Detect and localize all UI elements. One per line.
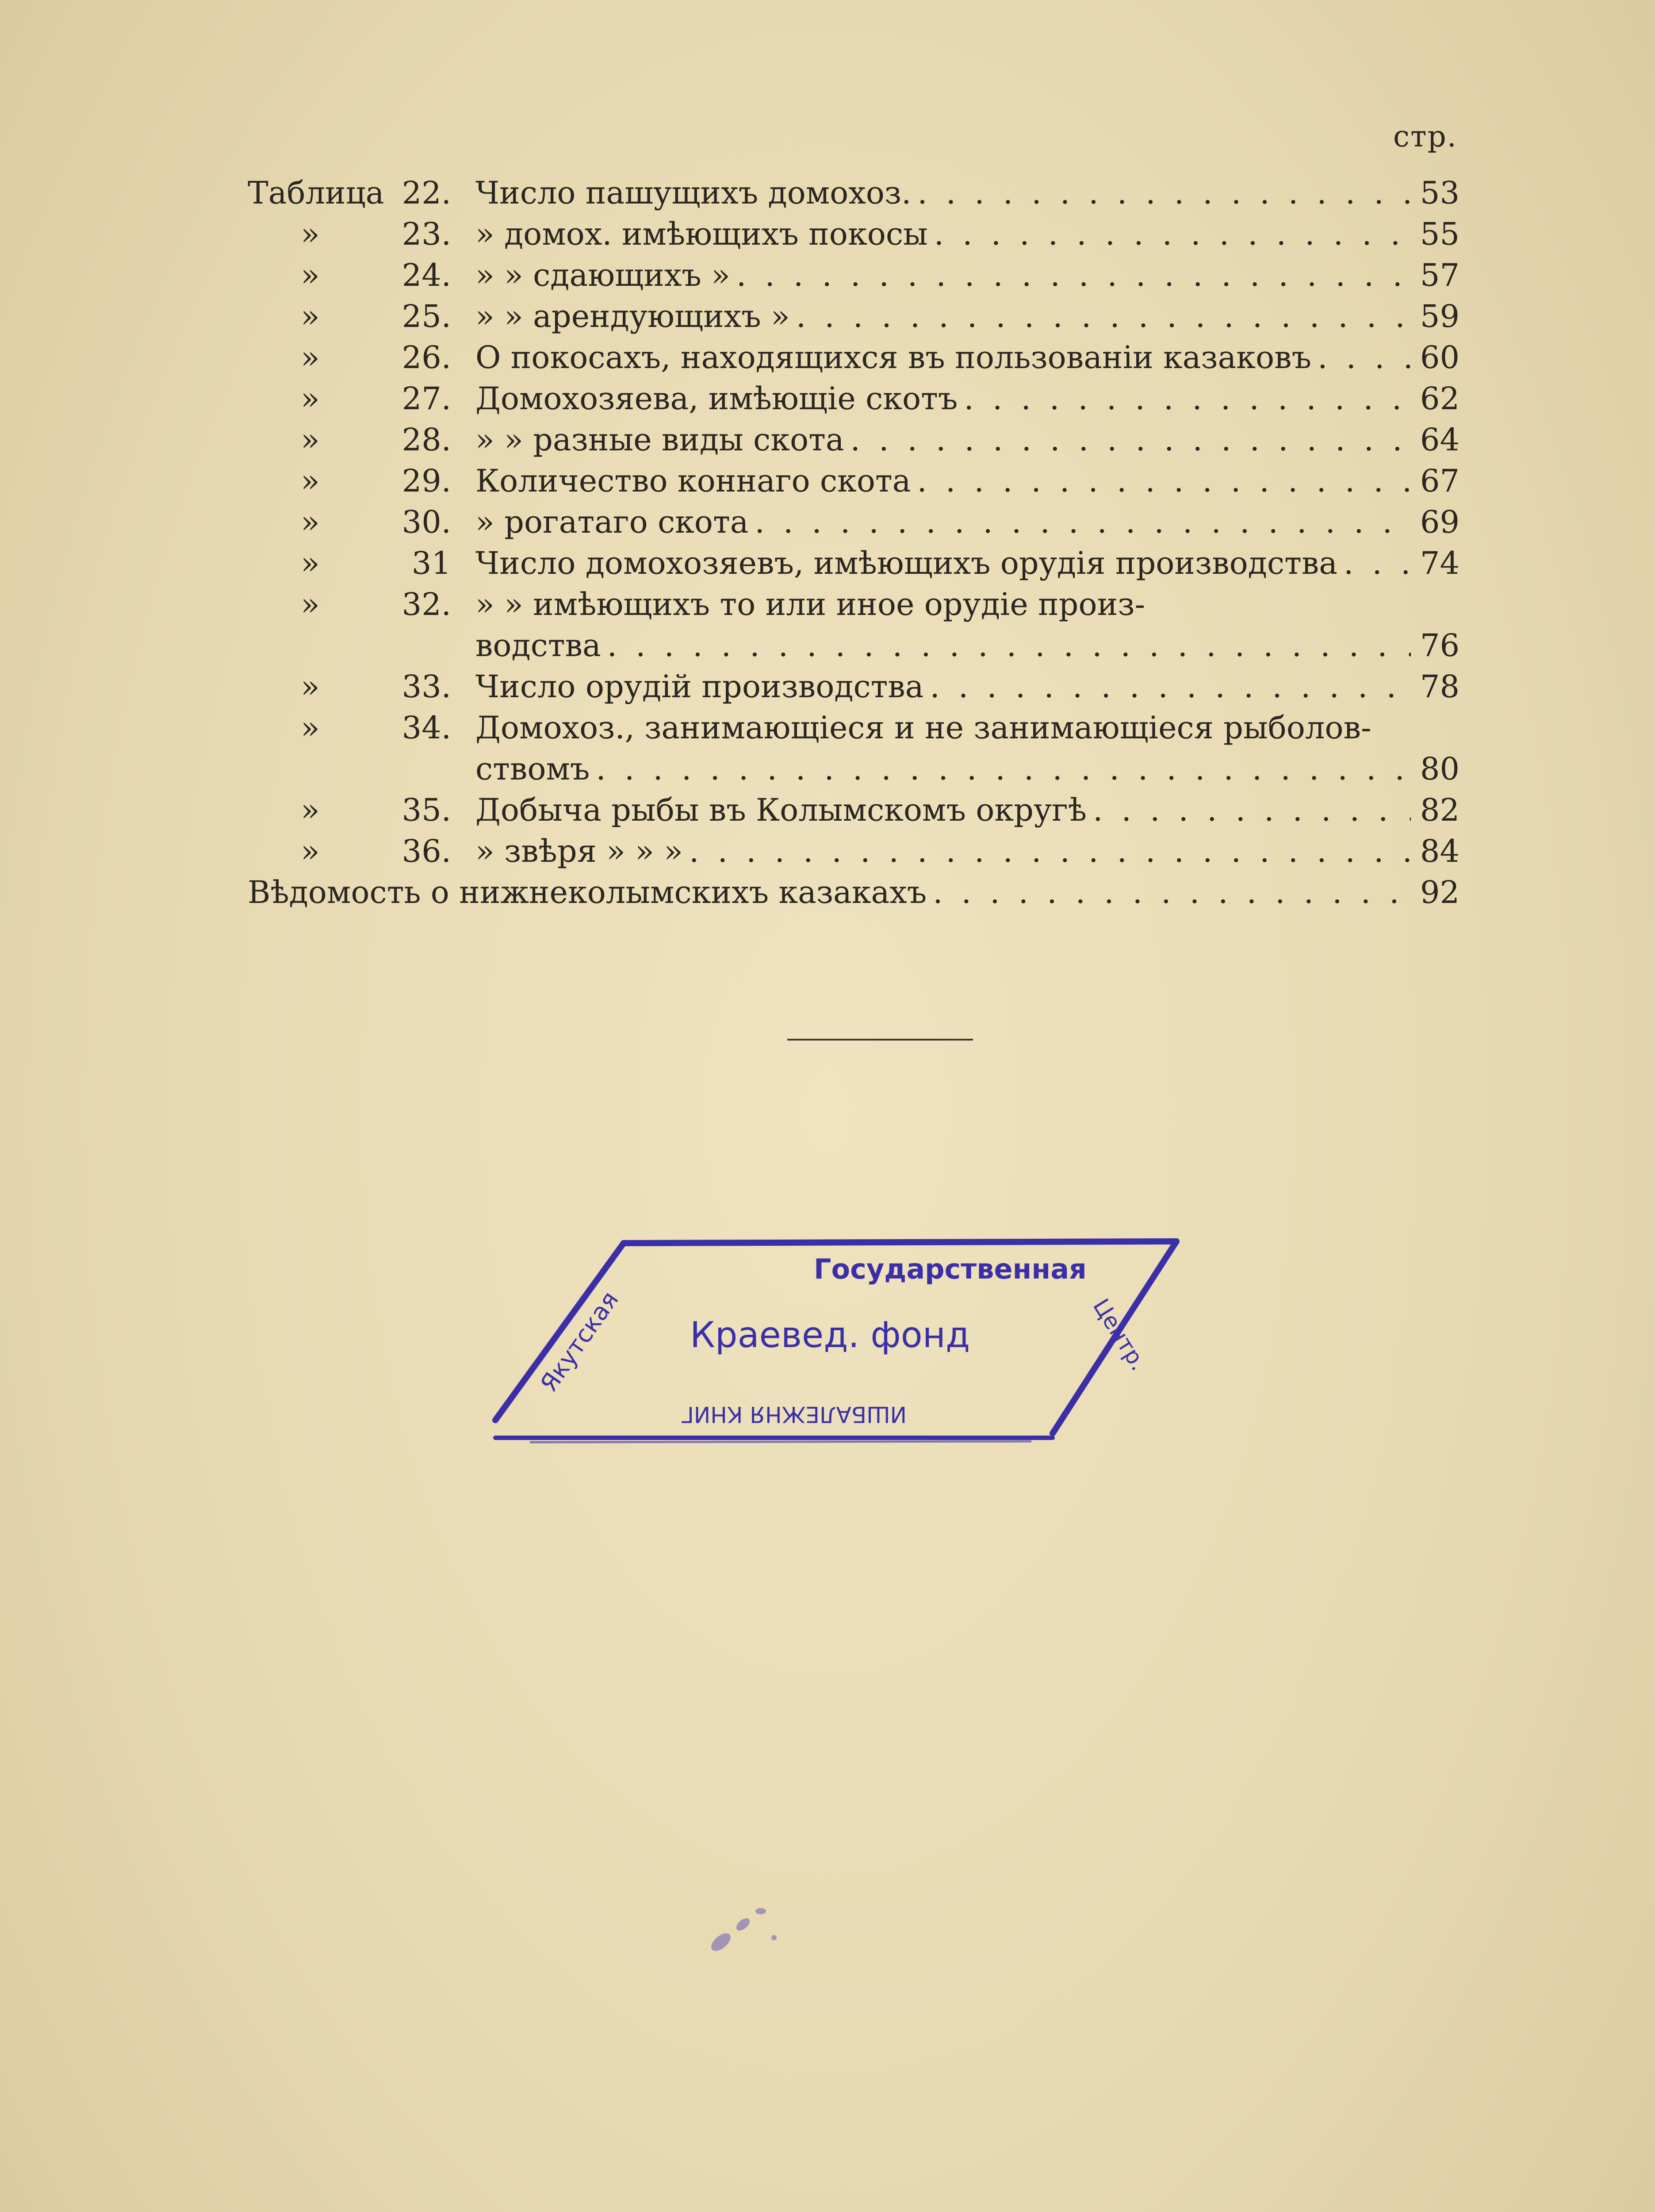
toc-prefix: »: [301, 463, 320, 499]
toc-page: 60: [1420, 339, 1460, 376]
toc-title: » » сдающихъ » . . .: [475, 255, 1411, 296]
toc-number: 32.: [402, 586, 451, 622]
toc-number: 30.: [402, 504, 451, 540]
stamp-line2: Краевед. фонд: [690, 1314, 970, 1356]
toc-number: 26.: [402, 339, 451, 376]
toc-row: [248, 502, 1460, 543]
toc-page: 62: [1420, 380, 1460, 417]
toc-prefix: »: [301, 422, 320, 458]
toc-page: 84: [1420, 833, 1460, 869]
toc-number: 28.: [402, 422, 451, 458]
toc-row: [248, 378, 1460, 419]
toc-page: 59: [1420, 298, 1460, 334]
toc-page: 69: [1420, 504, 1460, 540]
toc-page: 80: [1420, 751, 1460, 787]
toc-prefix: »: [301, 833, 320, 869]
page-column-label: стр.: [1393, 119, 1457, 154]
toc-page: 78: [1420, 668, 1460, 705]
toc-prefix: »: [301, 216, 320, 252]
toc-number: 27.: [402, 380, 451, 417]
toc-page: 76: [1420, 627, 1460, 664]
toc-row: [248, 749, 1460, 790]
library-stamp: [478, 1230, 1194, 1451]
toc-number: 25.: [402, 298, 451, 334]
toc-prefix: »: [301, 545, 320, 581]
toc-number: 24.: [402, 257, 451, 293]
toc-title: Вѣдомость о нижнеколымскихъ казакахъ . . .: [248, 872, 1411, 913]
toc-title: Добыча рыбы въ Колымскомъ округѣ . . .: [475, 790, 1411, 831]
toc-prefix: »: [301, 298, 320, 334]
toc-number: 31: [411, 545, 451, 581]
stamp-line1: Государственная: [814, 1253, 1087, 1285]
toc-page: 67: [1420, 463, 1460, 499]
toc-row: [248, 584, 1460, 625]
toc-title: Домохозяева, имѣющіе скотъ . . .: [475, 378, 1411, 419]
ink-smudge: [694, 1893, 792, 1964]
toc-row: [248, 625, 1460, 666]
toc-prefix: »: [301, 668, 320, 705]
toc-page: 82: [1420, 792, 1460, 828]
toc-prefix: »: [301, 339, 320, 376]
toc-title: водства . . .: [475, 625, 1411, 666]
toc-prefix: »: [301, 257, 320, 293]
toc-title: О покосахъ, находящихся въ пользованіи казаковъ . . .: [475, 337, 1411, 378]
toc-title: » » имѣющихъ то или иное орудіе произ-: [475, 586, 1145, 622]
toc-number: 29.: [402, 463, 451, 499]
stamp-line3: ИШБАЛЕЖНЯ КНИГ: [680, 1402, 907, 1427]
toc-row: [248, 831, 1460, 872]
toc-row: [248, 790, 1460, 831]
toc-row: [248, 872, 1460, 913]
toc-row: [248, 337, 1460, 378]
toc-page: 55: [1420, 216, 1460, 252]
toc-title: » звѣря » » » . . .: [475, 831, 1411, 872]
toc-row: [248, 296, 1460, 337]
toc-row: [248, 214, 1460, 255]
toc-title: ствомъ . . .: [475, 749, 1411, 790]
toc-page: [1411, 707, 1460, 749]
toc-page: 92: [1420, 874, 1460, 910]
section-divider: [787, 1039, 973, 1041]
toc-row: [248, 707, 1460, 749]
stamp-left-vertical: Якутская: [535, 1286, 624, 1397]
toc-number: 35.: [402, 792, 451, 828]
toc-row: [248, 419, 1460, 461]
toc-prefix: »: [301, 792, 320, 828]
toc-row: [248, 543, 1460, 584]
toc-number: 34.: [402, 710, 451, 746]
toc-title: » домох. имѣющихъ покосы . . .: [475, 214, 1411, 255]
toc-title: Количество коннаго скота . . .: [475, 461, 1411, 502]
toc-prefix: »: [301, 586, 320, 622]
toc-number: 23.: [402, 216, 451, 252]
toc-number: 36.: [402, 833, 451, 869]
toc-page: 74: [1420, 545, 1460, 581]
toc-title: Число орудій производства . . .: [475, 666, 1411, 707]
toc-page: [1411, 584, 1460, 625]
toc-title: Число пашущихъ домохоз. . . .: [475, 173, 1411, 214]
toc-prefix: »: [301, 380, 320, 417]
toc-number: 22.: [402, 175, 451, 211]
toc-title: » рогатаго скота . . .: [475, 502, 1411, 543]
toc-row: [248, 666, 1460, 707]
toc-prefix: Таблица: [248, 175, 384, 211]
toc-row: [248, 173, 1460, 214]
toc-title: » » арендующихъ » . . .: [475, 296, 1411, 337]
toc-title: Домохоз., занимающіеся и не занимающіеся рыболов-: [475, 710, 1372, 746]
stamp-right-vertical: Центр.: [1088, 1294, 1152, 1375]
table-of-contents: [248, 173, 1460, 913]
toc-prefix: »: [301, 710, 320, 746]
toc-title: » » разные виды скота . . .: [475, 419, 1411, 461]
toc-page: 57: [1420, 257, 1460, 293]
toc-prefix: »: [301, 504, 320, 540]
toc-row: [248, 461, 1460, 502]
toc-row: [248, 255, 1460, 296]
toc-page: 64: [1420, 422, 1460, 458]
toc-number: 33.: [402, 668, 451, 705]
toc-page: 53: [1420, 175, 1460, 211]
toc-title: Число домохозяевъ, имѣющихъ орудія производства . . .: [475, 543, 1411, 584]
